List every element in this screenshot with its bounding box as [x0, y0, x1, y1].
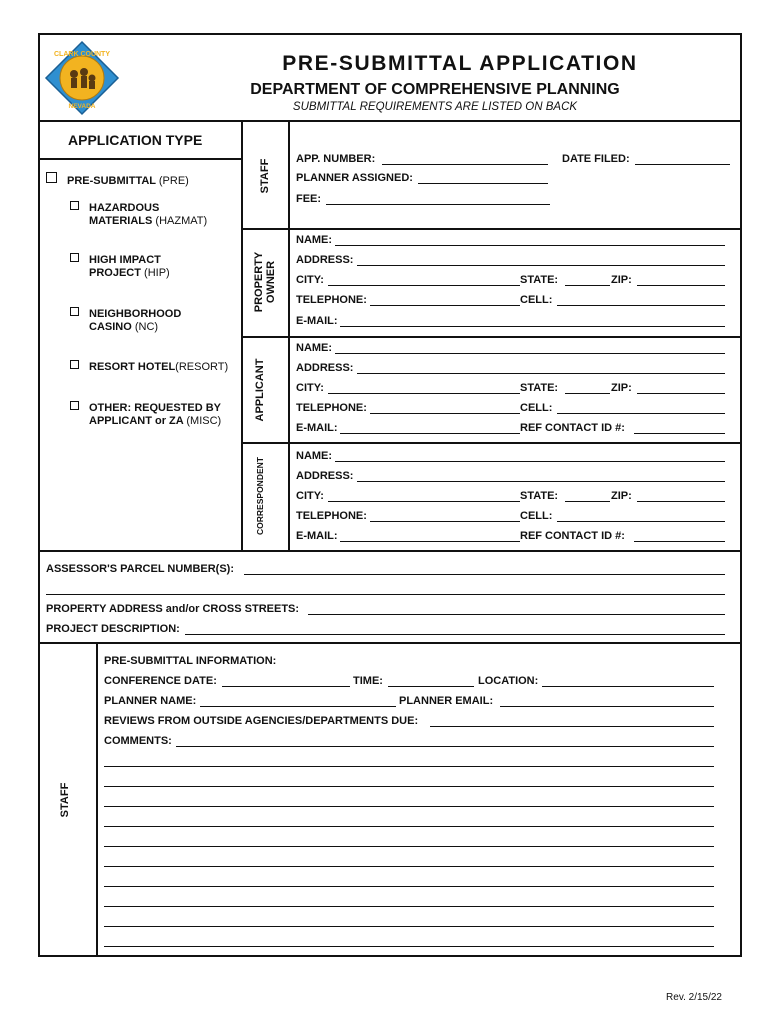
owner-bottom-line: [241, 336, 741, 338]
owner-address-label: ADDRESS:: [296, 254, 354, 266]
reviews-due-field[interactable]: [430, 726, 714, 727]
comments-label: COMMENTS:: [104, 735, 172, 747]
assessor-parcel-label: ASSESSOR'S PARCEL NUMBER(S):: [46, 563, 235, 575]
owner-email-field[interactable]: [340, 326, 725, 327]
correspondent-zip-field[interactable]: [637, 501, 725, 502]
correspondent-name-field[interactable]: [335, 461, 725, 462]
side-label-correspondent: CORRESPONDENT: [255, 457, 265, 535]
location-field[interactable]: [542, 686, 714, 687]
project-description-label: PROJECT DESCRIPTION:: [46, 623, 180, 635]
applicant-cell-field[interactable]: [557, 413, 725, 414]
applicant-zip-field[interactable]: [637, 393, 725, 394]
comments-line[interactable]: [104, 806, 714, 807]
option-nc[interactable]: NEIGHBORHOOD CASINO (NC): [70, 307, 181, 334]
apptype-right-line: [241, 120, 243, 550]
correspondent-ref-contact-field[interactable]: [634, 541, 725, 542]
owner-cell-label: CELL:: [520, 294, 553, 306]
correspondent-telephone-field[interactable]: [370, 521, 520, 522]
applicant-address-field[interactable]: [357, 373, 725, 374]
owner-state-label: STATE:: [520, 274, 559, 286]
comments-line[interactable]: [104, 846, 714, 847]
date-filed-field[interactable]: [635, 164, 730, 165]
comments-line[interactable]: [104, 766, 714, 767]
assessor-parcel-field-2[interactable]: [46, 594, 725, 595]
applicant-email-label: E-MAIL:: [296, 422, 338, 434]
property-address-field[interactable]: [308, 614, 725, 615]
checkbox-pre[interactable]: [46, 172, 57, 183]
logo-text-top: CLARK COUNTY: [54, 51, 110, 58]
correspondent-address-label: ADDRESS:: [296, 470, 354, 482]
checkbox-hazmat[interactable]: [70, 201, 79, 210]
option-pre[interactable]: PRE-SUBMITTAL (PRE): [46, 172, 189, 188]
applicant-cell-label: CELL:: [520, 402, 553, 414]
correspondent-email-field[interactable]: [340, 541, 520, 542]
correspondent-cell-field[interactable]: [557, 521, 725, 522]
planner-name-label: PLANNER NAME:: [104, 695, 197, 707]
location-label: LOCATION:: [478, 675, 539, 687]
time-field[interactable]: [388, 686, 474, 687]
checkbox-nc[interactable]: [70, 307, 79, 316]
applicant-state-label: STATE:: [520, 382, 559, 394]
checkbox-hip[interactable]: [70, 253, 79, 262]
planner-name-field[interactable]: [200, 706, 396, 707]
comments-line[interactable]: [104, 946, 714, 947]
applicant-state-field[interactable]: [565, 393, 610, 394]
owner-telephone-field[interactable]: [370, 305, 520, 306]
comments-line[interactable]: [104, 826, 714, 827]
staff-section-line: [96, 642, 98, 956]
comments-field[interactable]: [176, 746, 714, 747]
owner-telephone-label: TELEPHONE:: [296, 294, 367, 306]
app-number-field[interactable]: [382, 164, 548, 165]
correspondent-city-label: CITY:: [296, 490, 324, 502]
owner-zip-label: ZIP:: [611, 274, 632, 286]
applicant-ref-contact-label: REF CONTACT ID #:: [520, 422, 625, 434]
fee-label: FEE:: [296, 193, 322, 205]
option-resort[interactable]: RESORT HOTEL(RESORT): [70, 360, 228, 374]
correspondent-ref-contact-label: REF CONTACT ID #:: [520, 530, 625, 542]
owner-city-field[interactable]: [328, 285, 520, 286]
owner-cell-field[interactable]: [557, 305, 725, 306]
applicant-telephone-label: TELEPHONE:: [296, 402, 367, 414]
applicant-telephone-field[interactable]: [370, 413, 520, 414]
correspondent-bottom-line: [38, 550, 742, 552]
correspondent-telephone-label: TELEPHONE:: [296, 510, 367, 522]
correspondent-email-label: E-MAIL:: [296, 530, 338, 542]
option-hip[interactable]: HIGH IMPACT PROJECT (HIP): [70, 253, 170, 280]
page-title: PRE-SUBMITTAL APPLICATION: [282, 52, 638, 75]
applicant-bottom-line: [241, 442, 741, 444]
reviews-due-label: REVIEWS FROM OUTSIDE AGENCIES/DEPARTMENTS DUE:: [104, 715, 419, 727]
revision-date: Rev. 2/15/22: [666, 992, 722, 1003]
staff-bottom-line: [241, 228, 741, 230]
applicant-name-field[interactable]: [335, 353, 725, 354]
side-label-staff: STAFF: [259, 158, 271, 194]
correspondent-zip-label: ZIP:: [611, 490, 632, 502]
assessor-parcel-field[interactable]: [244, 574, 725, 575]
presubmittal-heading: PRE-SUBMITTAL INFORMATION:: [104, 655, 277, 667]
side-label-property-owner: PROPERTY OWNER: [253, 251, 277, 313]
correspondent-state-label: STATE:: [520, 490, 559, 502]
applicant-address-label: ADDRESS:: [296, 362, 354, 374]
owner-email-label: E-MAIL:: [296, 315, 338, 327]
comments-line[interactable]: [104, 886, 714, 887]
apptype-top-line: [38, 120, 242, 122]
submittal-note: SUBMITTAL REQUIREMENTS ARE LISTED ON BACK: [292, 101, 578, 113]
correspondent-cell-label: CELL:: [520, 510, 553, 522]
applicant-city-field[interactable]: [328, 393, 520, 394]
correspondent-city-field[interactable]: [328, 501, 520, 502]
applicant-name-label: NAME:: [296, 342, 333, 354]
comments-line[interactable]: [104, 786, 714, 787]
checkbox-misc[interactable]: [70, 401, 79, 410]
applicant-zip-label: ZIP:: [611, 382, 632, 394]
apptype-head-line: [38, 158, 242, 160]
conference-date-label: CONFERENCE DATE:: [104, 675, 217, 687]
application-type-heading: APPLICATION TYPE: [68, 132, 203, 148]
planner-email-label: PLANNER EMAIL:: [399, 695, 494, 707]
planner-email-field[interactable]: [500, 706, 714, 707]
property-address-label: PROPERTY ADDRESS and/or CROSS STREETS:: [46, 603, 300, 615]
applicant-ref-contact-field[interactable]: [634, 433, 725, 434]
correspondent-name-label: NAME:: [296, 450, 333, 462]
clark-county-logo: [44, 40, 120, 116]
planner-assigned-field[interactable]: [418, 183, 548, 184]
date-filed-label: DATE FILED:: [562, 153, 630, 165]
department-name: DEPARTMENT OF COMPREHENSIVE PLANNING: [250, 81, 620, 98]
owner-zip-field[interactable]: [637, 285, 725, 286]
comments-line[interactable]: [104, 926, 714, 927]
side-label-staff-bottom: STAFF: [59, 782, 71, 818]
option-misc[interactable]: OTHER: REQUESTED BY APPLICANT or ZA (MISC): [70, 401, 221, 428]
owner-state-field[interactable]: [565, 285, 610, 286]
owner-city-label: CITY:: [296, 274, 324, 286]
sidelabel-right-line: [288, 120, 290, 550]
comments-line[interactable]: [104, 866, 714, 867]
owner-name-label: NAME:: [296, 234, 333, 246]
conference-date-field[interactable]: [222, 686, 350, 687]
fee-field[interactable]: [326, 204, 550, 205]
applicant-email-field[interactable]: [340, 433, 520, 434]
correspondent-state-field[interactable]: [565, 501, 610, 502]
logo-text-bottom: NEVADA: [68, 103, 96, 110]
time-label: TIME:: [353, 675, 383, 687]
checkbox-resort[interactable]: [70, 360, 79, 369]
project-description-field[interactable]: [185, 634, 725, 635]
option-hazmat[interactable]: HAZARDOUS MATERIALS (HAZMAT): [70, 201, 207, 228]
owner-address-field[interactable]: [357, 265, 725, 266]
owner-name-field[interactable]: [335, 245, 725, 246]
applicant-city-label: CITY:: [296, 382, 324, 394]
side-label-applicant: APPLICANT: [254, 358, 266, 422]
correspondent-address-field[interactable]: [357, 481, 725, 482]
project-bottom-line: [38, 642, 742, 644]
planner-assigned-label: PLANNER ASSIGNED:: [296, 172, 413, 184]
app-number-label: APP. NUMBER:: [296, 153, 376, 165]
header-divider: [241, 120, 741, 122]
comments-line[interactable]: [104, 906, 714, 907]
